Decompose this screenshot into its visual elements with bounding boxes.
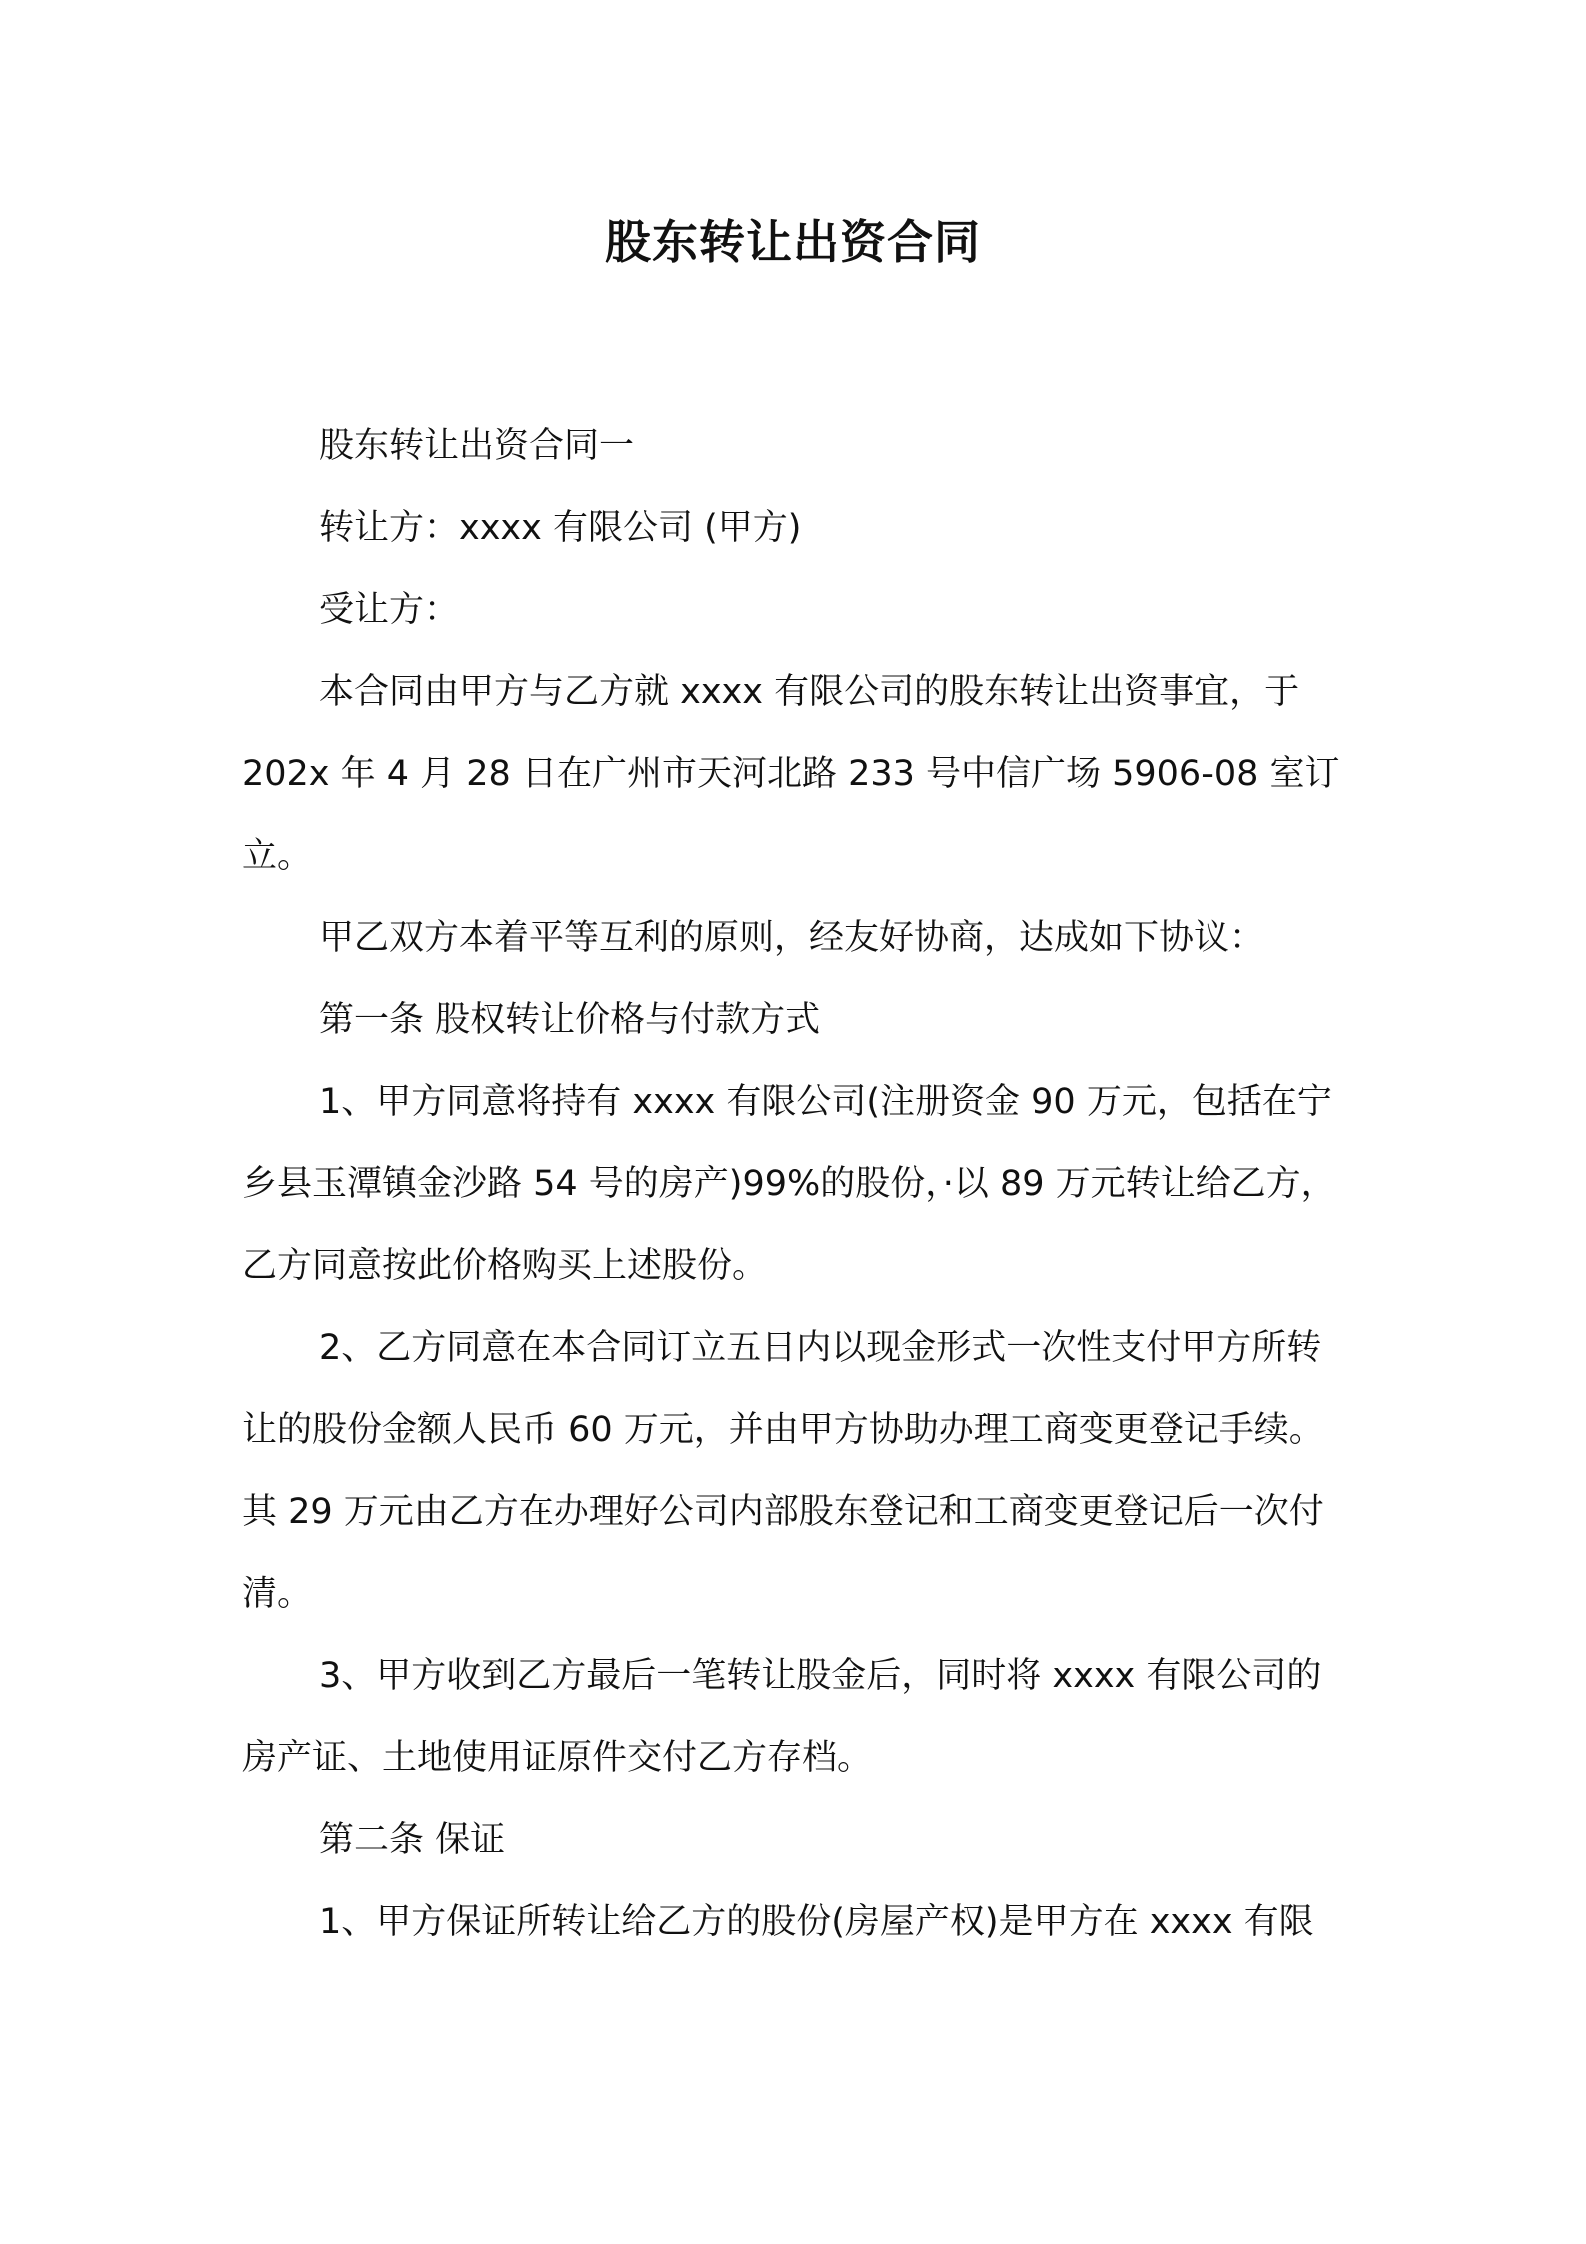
article1-heading: 第一条 股权转让价格与付款方式	[319, 1000, 821, 1040]
transferee-line: 受让方：	[319, 590, 460, 630]
article1-clause1: 1、甲方同意将持有 xxxx 有限公司(注册资金 90 万元，包括在宁乡县玉潭镇金沙路 54 号的房产)99%的股份，·以 89 万元转让给乙方，乙方同意按此价格购买上述股份。	[242, 1082, 1336, 1286]
article2-clause1: 1、甲方保证所转让给乙方的股份(房屋产权)是甲方在 xxxx 有限	[319, 1902, 1314, 1942]
contract-subtitle: 股东转让出资合同一	[319, 426, 635, 466]
article1-clause3: 3、甲方收到乙方最后一笔转让股金后，同时将 xxxx 有限公司的房产证、土地使用证原件交付乙方存档。	[242, 1656, 1322, 1778]
document-title: 股东转让出资合同	[605, 215, 981, 269]
article1-clause2: 2、乙方同意在本合同订立五日内以现金形式一次性支付甲方所转让的股份金额人民币 60 万元，并由甲方协助办理工商变更登记手续。其 29 万元由乙方在办理好公司内部股东登记和工商变更登记后一次付清。	[242, 1328, 1324, 1614]
article2-heading: 第二条 保证	[319, 1820, 506, 1860]
document-body	[242, 405, 1354, 1963]
agreement-paragraph: 甲乙双方本着平等互利的原则，经友好协商，达成如下协议：	[319, 918, 1265, 958]
transferor-line: 转让方：xxxx 有限公司 (甲方)	[319, 508, 802, 548]
intro-paragraph: 本合同由甲方与乙方就 xxxx 有限公司的股东转让出资事宜，于 202x 年 4 月 28 日在广州市天河北路 233 号中信广场 5906-08 室订立。	[242, 672, 1340, 876]
